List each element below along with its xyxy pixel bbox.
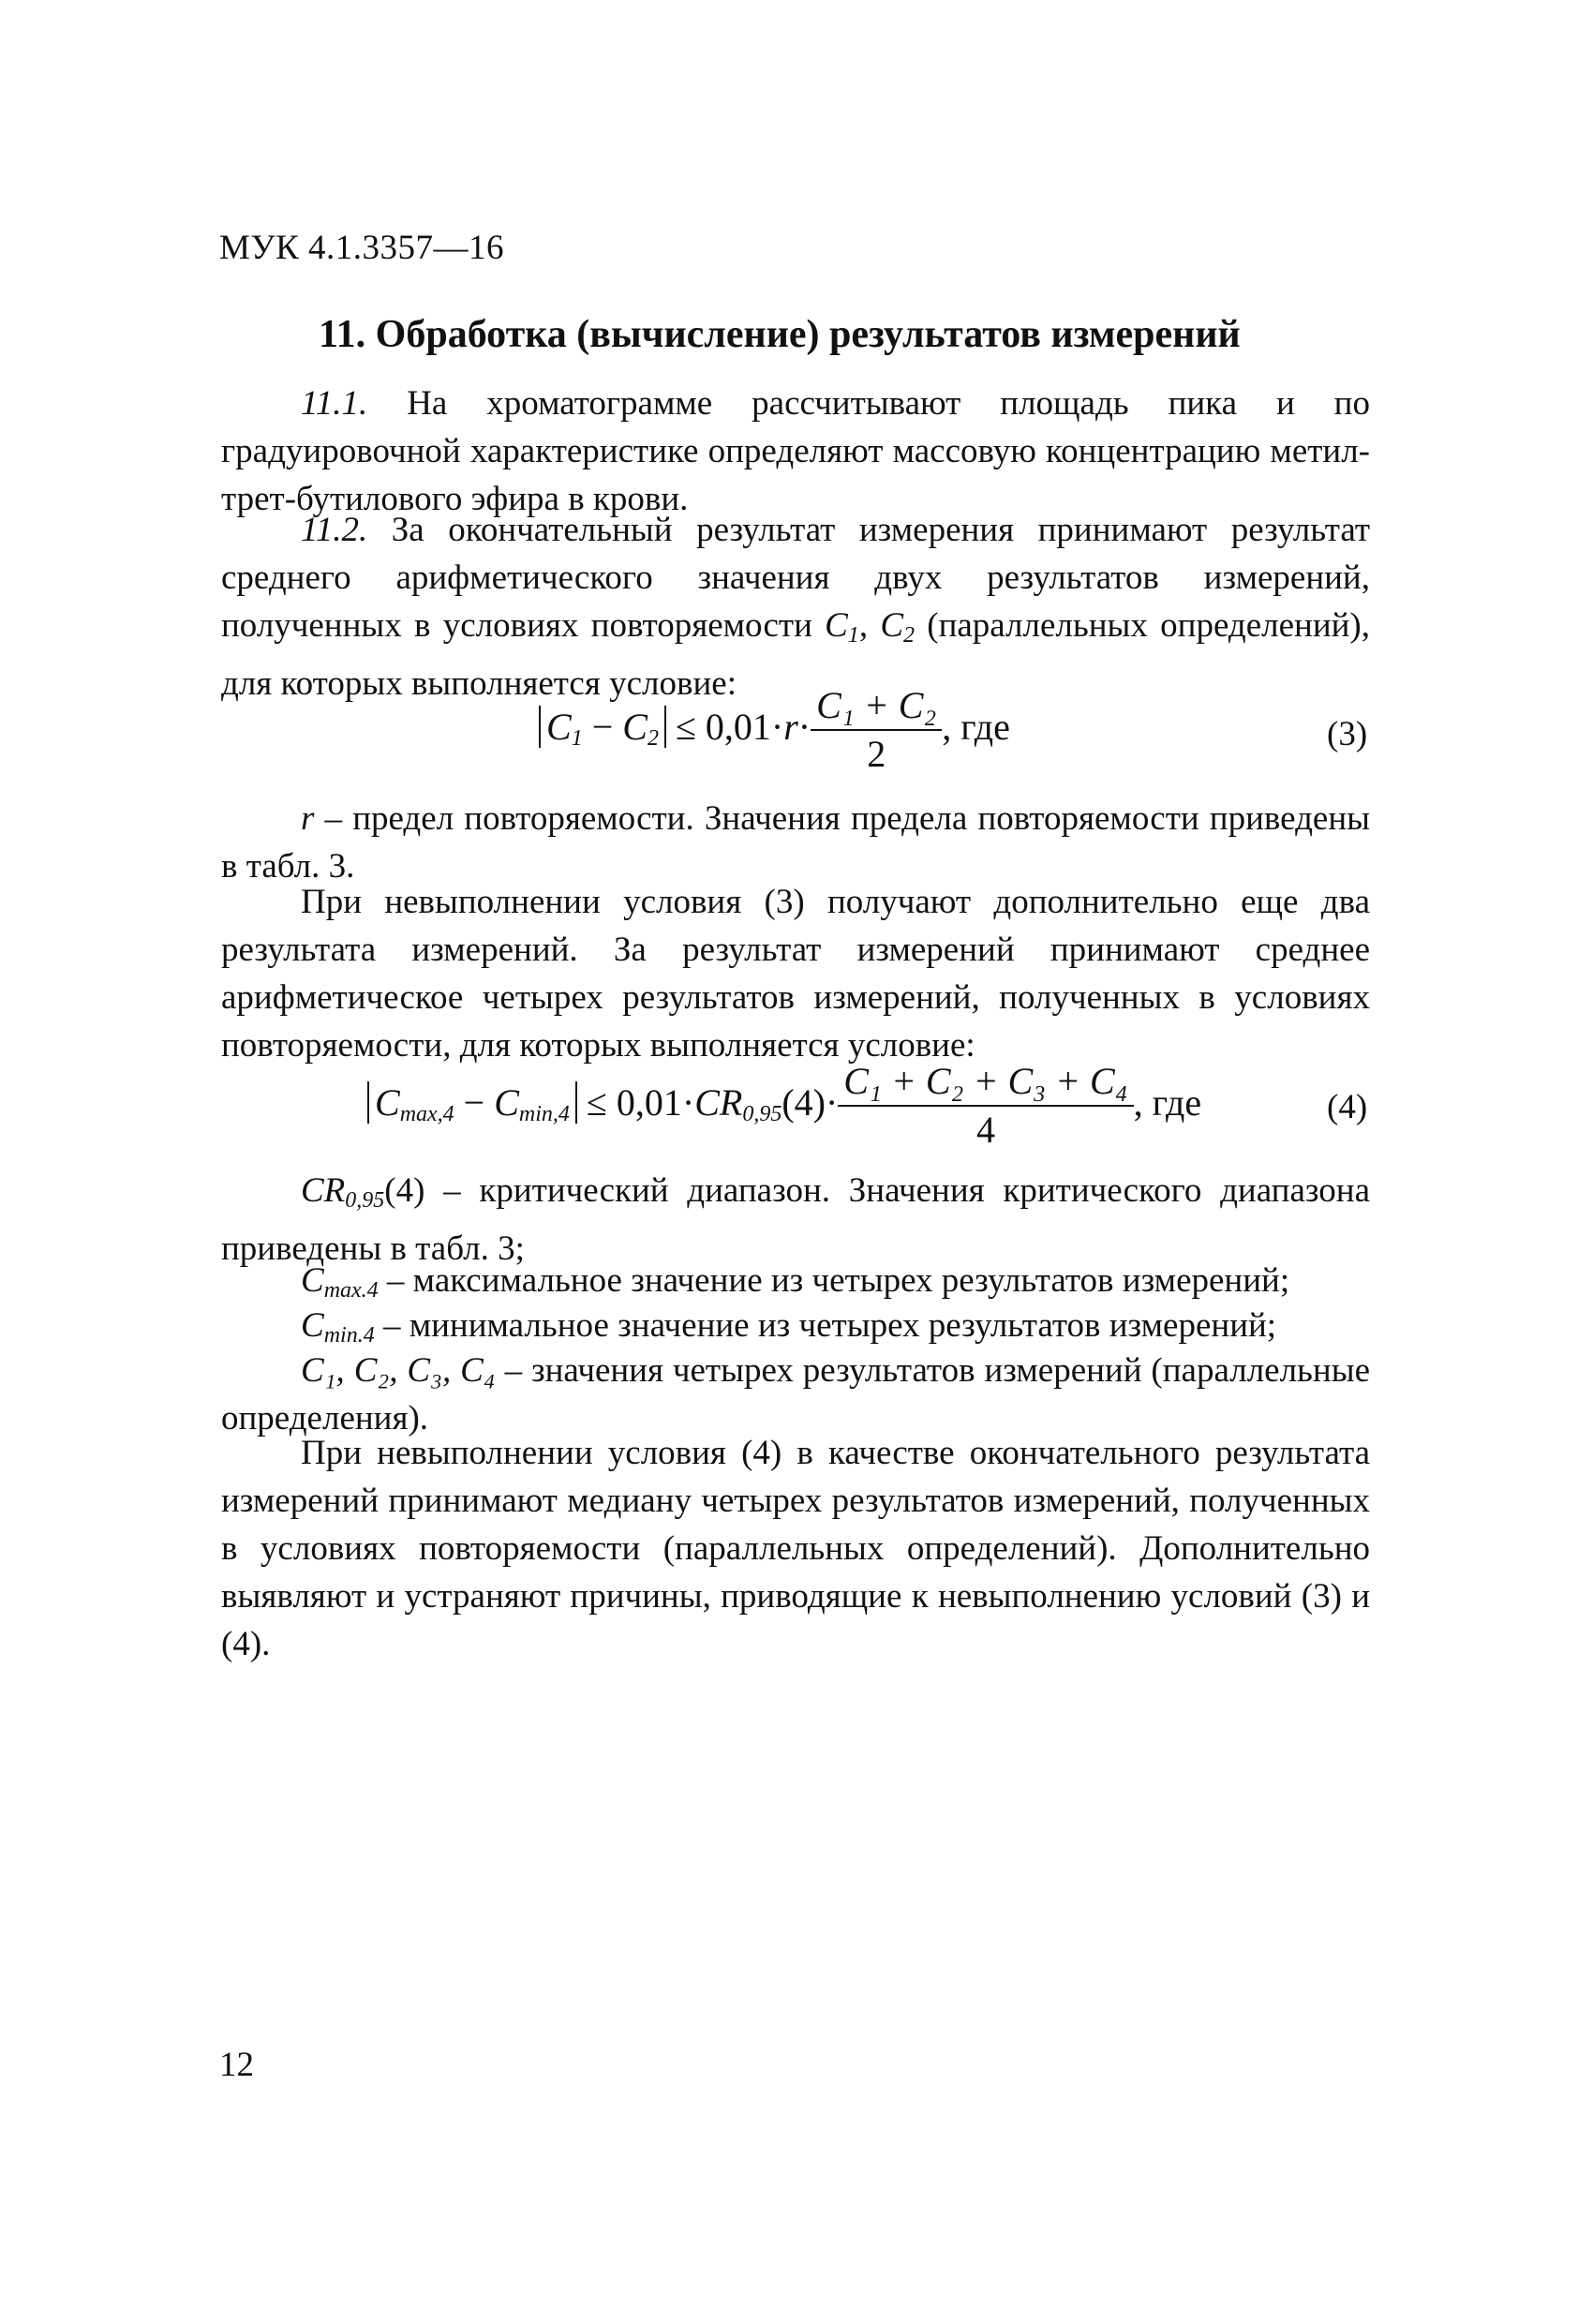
var-c-list: C₁, C₂, C₃, C₄ (301, 1351, 496, 1390)
operator: ≤ 0,01· (665, 706, 784, 749)
var-sub: 2 (647, 726, 659, 752)
item-number: 11.2. (301, 511, 368, 549)
where-word: , где (1133, 1081, 1202, 1125)
paragraph-text: При невыполнении условия (4) в качестве окончательного результата измерений принимают медиану четырех результатов измерений, полученных в условиях повторяемости (параллельных определений). Дополнительно выявляют и устраняют причины, приводящие к невыполнению условий (3) и (4). (221, 1434, 1370, 1663)
var-cmin-sub: min.4 (323, 1323, 375, 1348)
definition-text: – максимальное значение из четырех результатов измерений; (378, 1261, 1290, 1300)
fraction (811, 684, 942, 778)
var-cr-sub: 0,95 (742, 1102, 782, 1127)
var: C (494, 1081, 519, 1125)
formula-4 (367, 1060, 1201, 1154)
var: C (546, 706, 572, 749)
separator: , (858, 606, 881, 645)
paragraph-condition-4 (221, 1429, 1370, 1668)
var-sub: max,4 (399, 1102, 454, 1127)
formula-4-lhs (367, 1081, 577, 1127)
var-sub: 1 (571, 726, 583, 752)
paragraph-text: При невыполнении условия (3) получают дополнительно еще два результата измерений. За результат измерений принимают среднее арифметическое четырех результатов измерений, полученных в условиях повторяемости, для которых выполняется условие: (221, 883, 1370, 1065)
paragraph-text: – предел повторяемости. Значения предела повторяемости приведены в табл. 3. (221, 799, 1370, 886)
formula-3-label: (3) (1327, 715, 1368, 753)
var-cmin: C (301, 1306, 324, 1345)
var-c1-sub: 1 (847, 623, 859, 648)
definition-text: – минимальное значение из четырех результатов измерений; (374, 1306, 1277, 1345)
page-header: МУК 4.1.3357—16 (219, 229, 505, 267)
var-cr: CR (301, 1171, 346, 1210)
where-word: , где (942, 706, 1010, 749)
fraction-denominator: 2 (867, 733, 886, 775)
formula-4-label: (4) (1327, 1088, 1368, 1126)
formula-3-lhs (539, 706, 666, 752)
var-r: r (301, 799, 315, 838)
var-r: r (783, 706, 798, 749)
paragraph-condition-3 (221, 878, 1370, 1069)
definition-text: (4) – критический диапазон. Значения критического диапазона приведены в табл. 3; (221, 1171, 1370, 1268)
paragraph-text: На хроматограмме рассчитывают площадь пика и по градуировочной характеристике определяют массовую концентрацию метил-трет-бутилового эфира в крови. (221, 384, 1370, 518)
paragraph-11-1 (221, 380, 1370, 523)
var-c2-sub: 2 (903, 623, 916, 648)
var-cr-sub: 0,95 (345, 1188, 385, 1213)
var-c1: C (825, 606, 848, 645)
definition-c-all (221, 1347, 1370, 1442)
paragraph-text: За окончательный результат измерения принимают результат среднего арифметического значения двух результатов измерений, полученных в условиях повторяемости (221, 511, 1370, 645)
operator: · (797, 706, 811, 749)
formula-3 (539, 684, 1010, 778)
var-sub: min,4 (518, 1102, 570, 1127)
operator: ≤ 0,01· (576, 1081, 695, 1125)
paragraph-11-2 (221, 506, 1370, 708)
operator: − (454, 1081, 495, 1125)
fraction-numerator: C₁ + C₂ + C₃ + C₄ (838, 1060, 1133, 1107)
paragraph-r-definition (221, 795, 1370, 890)
fraction (838, 1060, 1133, 1154)
fraction-numerator: C₁ + C₂ (811, 684, 942, 731)
var-cr: CR (694, 1081, 743, 1125)
var-cmax-sub: max.4 (323, 1278, 379, 1303)
item-number: 11.1. (301, 384, 368, 423)
paragraph-text: (параллельных определений), для которых выполняется условие: (221, 606, 1371, 703)
var: C (622, 706, 648, 749)
var: C (375, 1081, 400, 1125)
operator: − (582, 706, 623, 749)
section-title: 11. Обработка (вычисление) результатов измерений (319, 313, 1241, 356)
page-number: 12 (219, 2046, 254, 2084)
var-c2: C (880, 606, 904, 645)
definition-text: – значения четырех результатов измерений (параллельные определения). (221, 1351, 1370, 1438)
operator: (4)· (782, 1081, 839, 1125)
fraction-denominator: 4 (975, 1109, 995, 1151)
var-cmax: C (301, 1261, 324, 1300)
